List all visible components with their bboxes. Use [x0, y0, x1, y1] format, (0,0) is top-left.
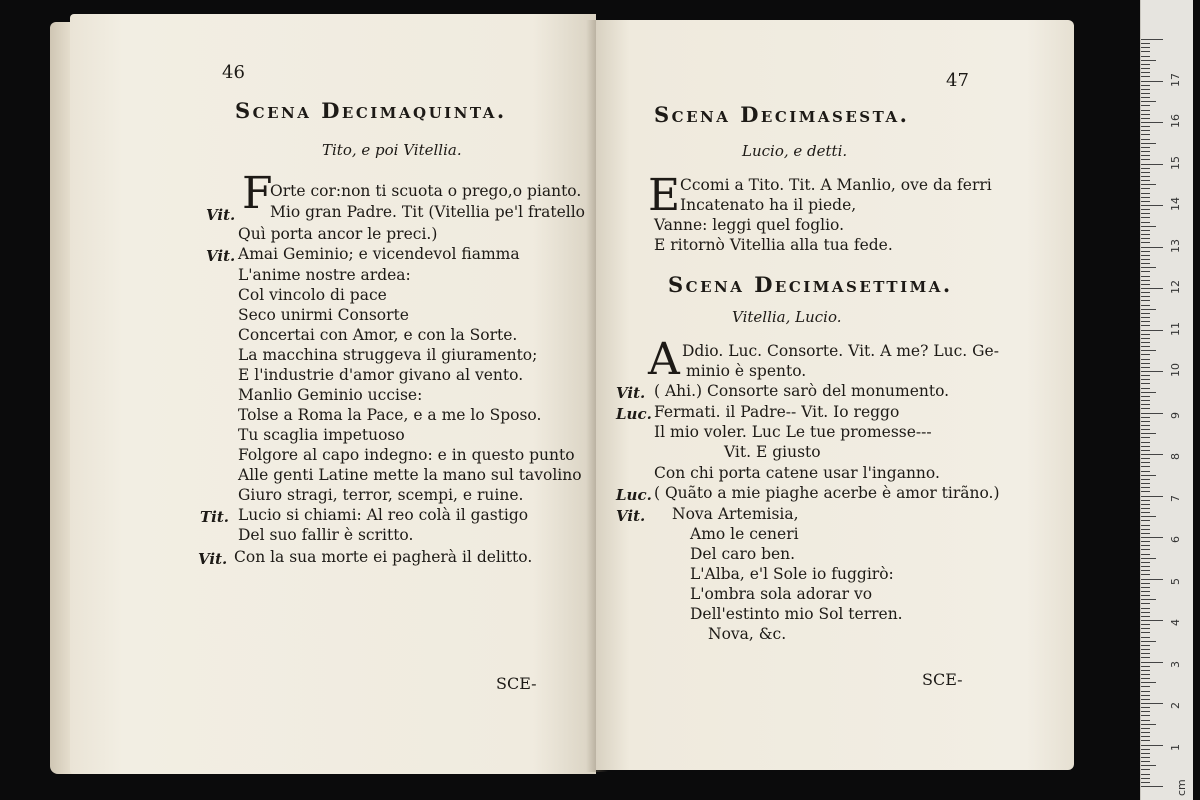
- ruler-tick: [1141, 43, 1150, 44]
- ruler-tick: [1141, 421, 1150, 422]
- ruler-tick: [1141, 188, 1150, 189]
- ruler-tick: [1141, 363, 1150, 364]
- ruler-tick: [1141, 562, 1150, 563]
- ruler-tick: [1141, 508, 1150, 509]
- ruler-tick: [1141, 678, 1150, 679]
- verse-line: L'ombra sola adorar vo: [690, 585, 873, 603]
- verse-line: Vit. E giusto: [724, 443, 821, 461]
- ruler-tick: [1141, 620, 1163, 621]
- ruler-tick: [1141, 491, 1150, 492]
- speaker-label: Vit.: [206, 206, 236, 224]
- ruler-tick: [1141, 76, 1150, 77]
- ruler-tick: [1141, 193, 1150, 194]
- scene-heading-2: Scena Decimasettima.: [668, 272, 953, 297]
- ruler-tick: [1141, 529, 1150, 530]
- ruler-tick: [1141, 47, 1150, 48]
- ruler-tick: [1141, 724, 1156, 725]
- ruler-tick: [1141, 549, 1150, 550]
- verse-line: Nova, &c.: [708, 625, 787, 643]
- ruler-tick: [1141, 720, 1150, 721]
- ruler-tick: [1141, 450, 1150, 451]
- ruler-tick: [1141, 388, 1150, 389]
- ruler-tick: [1141, 383, 1150, 384]
- ruler-tick: [1141, 164, 1163, 165]
- ruler-tick: [1141, 101, 1156, 102]
- ruler-tick: [1141, 122, 1163, 123]
- ruler-number: 2: [1169, 702, 1182, 709]
- ruler-number: 1: [1169, 743, 1182, 751]
- ruler-tick: [1141, 134, 1150, 135]
- verse-line: Incatenato ha il piede,: [680, 196, 857, 214]
- ruler-tick: [1141, 321, 1150, 322]
- ruler-tick: [1141, 583, 1150, 584]
- verse-line: Folgore al capo indegno: e in questo punto: [238, 446, 575, 464]
- verse-line: Dell'estinto mio Sol terren.: [690, 605, 903, 623]
- ruler-tick: [1141, 533, 1150, 534]
- ruler-tick: [1141, 180, 1150, 181]
- ruler-tick: [1141, 276, 1150, 277]
- verse-line: Tolse a Roma la Pace, e a me lo Sposo.: [238, 406, 542, 424]
- measuring-ruler: [1140, 0, 1193, 800]
- ruler-tick: [1141, 242, 1150, 243]
- ruler-tick: [1141, 591, 1150, 592]
- ruler-number: 7: [1169, 494, 1182, 502]
- speaker-label: Tit.: [200, 508, 230, 526]
- ruler-tick: [1141, 330, 1163, 331]
- ruler-tick: [1141, 682, 1156, 683]
- ruler-tick: [1141, 662, 1163, 663]
- ruler-tick: [1141, 305, 1150, 306]
- scene-heading: Scena Decimasesta.: [654, 102, 910, 127]
- ruler-tick: [1141, 425, 1150, 426]
- verse-line: Mio gran Padre. Tit (Vitellia pe'l fratello: [270, 203, 585, 221]
- ruler-tick: [1141, 749, 1150, 750]
- ruler-tick: [1141, 558, 1156, 559]
- ruler-tick: [1141, 782, 1150, 783]
- ruler-tick: [1141, 205, 1163, 206]
- drop-cap: F: [242, 168, 273, 219]
- ruler-tick: [1141, 400, 1150, 401]
- ruler-tick: [1141, 512, 1150, 513]
- ruler-tick: [1141, 404, 1150, 405]
- verse-line: minio è spento.: [686, 362, 807, 380]
- verse-line: ( Ahi.) Consorte sarò del monumento.: [654, 382, 950, 400]
- ruler-tick: [1141, 89, 1150, 90]
- verse-line: Ddio. Luc. Consorte. Vit. A me? Luc. Ge-: [682, 342, 999, 360]
- ruler-tick: [1141, 267, 1156, 268]
- ruler-tick: [1141, 379, 1150, 380]
- ruler-tick: [1141, 479, 1150, 480]
- ruler-tick: [1141, 110, 1150, 111]
- ruler-tick: [1141, 433, 1156, 434]
- ruler-tick: [1141, 649, 1150, 650]
- left-page: [70, 14, 596, 774]
- ruler-tick: [1141, 151, 1150, 152]
- verse-line: Amai Geminio; e vicendevol fiamma: [238, 245, 520, 263]
- verse-line: L'anime nostre ardea:: [238, 266, 411, 284]
- ruler-tick: [1141, 616, 1150, 617]
- ruler-tick: [1141, 707, 1150, 708]
- ruler-tick: [1141, 346, 1150, 347]
- ruler-tick: [1141, 637, 1150, 638]
- page-number: 47: [946, 70, 969, 91]
- verse-line: Ccomi a Tito. Tit. A Manlio, ove da ferri: [680, 176, 992, 194]
- speaker-label: Vit.: [198, 550, 228, 568]
- ruler-tick: [1141, 234, 1150, 235]
- verse-line: Con chi porta catene usar l'inganno.: [654, 464, 940, 482]
- ruler-tick: [1141, 516, 1156, 517]
- page-number: 46: [222, 62, 245, 83]
- ruler-tick: [1141, 525, 1150, 526]
- ruler-tick: [1141, 728, 1150, 729]
- scene-heading: Scena Decimaquinta.: [235, 98, 507, 123]
- verse-line: Tu scaglia impetuoso: [238, 426, 405, 444]
- ruler-tick: [1141, 657, 1150, 658]
- speaker-label: Luc.: [616, 405, 652, 423]
- ruler-tick: [1141, 238, 1150, 239]
- ruler-tick: [1141, 442, 1150, 443]
- ruler-tick: [1141, 632, 1150, 633]
- ruler-tick: [1141, 761, 1150, 762]
- ruler-tick: [1141, 786, 1163, 787]
- ruler-tick: [1141, 670, 1150, 671]
- verse-line: Lucio si chiami: Al reo colà il gastigo: [238, 506, 529, 524]
- verse-line: Fermati. il Padre-- Vit. Io reggo: [654, 403, 900, 421]
- ruler-tick: [1141, 624, 1150, 625]
- ruler-number: 5: [1169, 577, 1182, 585]
- ruler-tick: [1141, 68, 1150, 69]
- ruler-tick: [1141, 466, 1150, 467]
- ruler-tick: [1141, 757, 1150, 758]
- ruler-tick: [1141, 703, 1163, 704]
- ruler-tick: [1141, 280, 1150, 281]
- ruler-tick: [1141, 396, 1150, 397]
- verse-line: Quì porta ancor le preci.): [238, 225, 438, 243]
- ruler-tick: [1141, 504, 1150, 505]
- ruler-tick: [1141, 85, 1150, 86]
- ruler-tick: [1141, 371, 1163, 372]
- ruler-tick: [1141, 392, 1156, 393]
- verse-line: Concertai con Amor, e con la Sorte.: [238, 326, 518, 344]
- ruler-tick: [1141, 554, 1150, 555]
- ruler-tick: [1141, 197, 1150, 198]
- ruler-tick: [1141, 130, 1150, 131]
- ruler-tick: [1141, 608, 1150, 609]
- ruler-tick: [1141, 325, 1150, 326]
- ruler-number: 3: [1169, 660, 1182, 668]
- ruler-number: 11: [1169, 321, 1182, 336]
- speaker-label: Vit.: [206, 247, 236, 265]
- speaker-label: Vit.: [616, 384, 646, 402]
- ruler-number: 17: [1169, 72, 1182, 87]
- ruler-number: 10: [1169, 363, 1182, 377]
- ruler-tick: [1141, 496, 1163, 497]
- ruler-tick: [1141, 483, 1150, 484]
- ruler-tick: [1141, 475, 1156, 476]
- ruler-tick: [1141, 413, 1163, 414]
- ruler-number: 8: [1169, 453, 1182, 460]
- ruler-tick: [1141, 334, 1150, 335]
- ruler-tick: [1141, 429, 1150, 430]
- catchword: SCE-: [496, 674, 537, 693]
- ruler-number: 15: [1169, 155, 1182, 170]
- ruler-tick: [1141, 595, 1150, 596]
- verse-line: Del suo fallir è scritto.: [238, 526, 414, 544]
- ruler-tick: [1141, 446, 1150, 447]
- ruler-tick: [1141, 740, 1150, 741]
- verse-line: Alle genti Latine mette la mano sul tavolino: [238, 466, 582, 484]
- drop-cap: E: [648, 170, 681, 221]
- verse-line: Del caro ben.: [690, 545, 796, 563]
- ruler-tick: [1141, 213, 1150, 214]
- ruler-tick: [1141, 81, 1163, 82]
- catchword: SCE-: [922, 670, 963, 689]
- ruler-tick: [1141, 172, 1150, 173]
- verse-line: Orte cor:non ti scuota o prego,o pianto.: [270, 182, 582, 200]
- ruler-tick: [1141, 271, 1150, 272]
- ruler-tick: [1141, 587, 1150, 588]
- ruler-tick: [1141, 114, 1150, 115]
- ruler-number: 16: [1169, 114, 1182, 128]
- ruler-tick: [1141, 612, 1150, 613]
- ruler-tick: [1141, 765, 1156, 766]
- ruler-tick: [1141, 691, 1150, 692]
- ruler-tick: [1141, 715, 1150, 716]
- ruler-tick: [1141, 72, 1150, 73]
- ruler-tick: [1141, 284, 1150, 285]
- ruler-tick: [1141, 487, 1150, 488]
- ruler-tick: [1141, 699, 1150, 700]
- scene-subheading-2: Vitellia, Lucio.: [732, 308, 842, 326]
- ruler-tick: [1141, 359, 1150, 360]
- ruler-tick: [1141, 251, 1150, 252]
- ruler-tick: [1141, 745, 1163, 746]
- ruler-tick: [1141, 570, 1150, 571]
- ruler-tick: [1141, 126, 1150, 127]
- ruler-tick: [1141, 201, 1150, 202]
- ruler-tick: [1141, 176, 1150, 177]
- verse-line: Vanne: leggi quel foglio.: [654, 216, 845, 234]
- ruler-tick: [1141, 462, 1150, 463]
- ruler-tick: [1141, 247, 1163, 248]
- verse-line: Seco unirmi Consorte: [238, 306, 409, 324]
- verse-line: Col vincolo di pace: [238, 286, 387, 304]
- ruler-tick: [1141, 309, 1156, 310]
- ruler-tick: [1141, 628, 1150, 629]
- drop-cap: A: [648, 334, 680, 385]
- ruler-number: 12: [1169, 280, 1182, 294]
- ruler-tick: [1141, 778, 1150, 779]
- ruler-tick: [1141, 39, 1163, 40]
- verse-line: E l'industrie d'amor givano al vento.: [238, 366, 524, 384]
- ruler-tick: [1141, 155, 1150, 156]
- ruler-tick: [1141, 147, 1150, 148]
- ruler-tick: [1141, 60, 1156, 61]
- ruler-tick: [1141, 541, 1150, 542]
- verse-line: Manlio Geminio uccise:: [238, 386, 423, 404]
- ruler-tick: [1141, 579, 1163, 580]
- ruler-tick: [1141, 222, 1150, 223]
- ruler-tick: [1141, 666, 1150, 667]
- ruler-tick: [1141, 471, 1150, 472]
- scene-subheading: Tito, e poi Vitellia.: [322, 141, 462, 159]
- ruler-tick: [1141, 736, 1150, 737]
- ruler-tick: [1141, 417, 1150, 418]
- ruler-tick: [1141, 753, 1150, 754]
- ruler-tick: [1141, 296, 1150, 297]
- ruler-tick: [1141, 64, 1150, 65]
- ruler-tick: [1141, 520, 1150, 521]
- ruler-tick: [1141, 300, 1150, 301]
- ruler-tick: [1141, 774, 1150, 775]
- ruler-tick: [1141, 56, 1150, 57]
- verse-line: Amo le ceneri: [690, 525, 799, 543]
- ruler-tick: [1141, 674, 1150, 675]
- ruler-tick: [1141, 51, 1150, 52]
- verse-line: Con la sua morte ei pagherà il delitto.: [234, 548, 533, 566]
- verse-line: Giuro stragi, terror, scempi, e ruine.: [238, 486, 524, 504]
- ruler-tick: [1141, 105, 1150, 106]
- ruler-tick: [1141, 695, 1150, 696]
- ruler-tick: [1141, 168, 1150, 169]
- ruler-tick: [1141, 259, 1150, 260]
- ruler-tick: [1141, 93, 1150, 94]
- ruler-tick: [1141, 350, 1156, 351]
- ruler-tick: [1141, 217, 1150, 218]
- speaker-label: Vit.: [616, 507, 646, 525]
- ruler-tick: [1141, 454, 1163, 455]
- verse-line: E ritornò Vitellia alla tua fede.: [654, 236, 893, 254]
- ruler-tick: [1141, 574, 1150, 575]
- verse-line: Il mio voler. Luc Le tue promesse---: [654, 423, 932, 441]
- ruler-tick: [1141, 288, 1163, 289]
- ruler-tick: [1141, 118, 1150, 119]
- ruler-tick: [1141, 184, 1156, 185]
- ruler-tick: [1141, 537, 1163, 538]
- ruler-number: 13: [1169, 238, 1182, 253]
- ruler-tick: [1141, 97, 1150, 98]
- ruler-tick: [1141, 769, 1150, 770]
- ruler-tick: [1141, 139, 1150, 140]
- ruler-tick: [1141, 603, 1150, 604]
- verse-line: ( Quãto a mie piaghe acerbe è amor tirãno.): [654, 484, 1000, 502]
- ruler-number: 6: [1169, 536, 1182, 543]
- ruler-tick: [1141, 437, 1150, 438]
- ruler-tick: [1141, 711, 1150, 712]
- ruler-tick: [1141, 143, 1156, 144]
- ruler-tick: [1141, 500, 1150, 501]
- ruler-tick: [1141, 653, 1150, 654]
- ruler-tick: [1141, 408, 1150, 409]
- ruler-tick: [1141, 645, 1150, 646]
- ruler-tick: [1141, 230, 1150, 231]
- right-page: [596, 20, 1074, 770]
- ruler-tick: [1141, 209, 1150, 210]
- ruler-tick: [1141, 354, 1150, 355]
- ruler-tick: [1141, 545, 1150, 546]
- scene-subheading: Lucio, e detti.: [742, 142, 848, 160]
- ruler-tick: [1141, 226, 1156, 227]
- ruler-tick: [1141, 566, 1150, 567]
- ruler-tick: [1141, 342, 1150, 343]
- ruler-tick: [1141, 338, 1150, 339]
- ruler-tick: [1141, 159, 1150, 160]
- ruler-tick: [1141, 458, 1150, 459]
- ruler-unit: cm: [1175, 779, 1188, 796]
- ruler-number: 9: [1169, 411, 1182, 419]
- ruler-tick: [1141, 313, 1150, 314]
- ruler-tick: [1141, 599, 1156, 600]
- ruler-tick: [1141, 686, 1150, 687]
- ruler-tick: [1141, 263, 1150, 264]
- ruler-tick: [1141, 255, 1150, 256]
- ruler-number: 4: [1169, 619, 1182, 626]
- verse-line: L'Alba, e'l Sole io fuggirò:: [690, 565, 894, 583]
- ruler-tick: [1141, 317, 1150, 318]
- ruler-tick: [1141, 367, 1150, 368]
- ruler-tick: [1141, 732, 1150, 733]
- ruler-tick: [1141, 641, 1156, 642]
- verse-line: La macchina struggeva il giuramento;: [238, 346, 538, 364]
- verse-line: Nova Artemisia,: [672, 505, 799, 523]
- ruler-tick: [1141, 375, 1150, 376]
- speaker-label: Luc.: [616, 486, 652, 504]
- ruler-number: 14: [1169, 197, 1182, 211]
- ruler-tick: [1141, 292, 1150, 293]
